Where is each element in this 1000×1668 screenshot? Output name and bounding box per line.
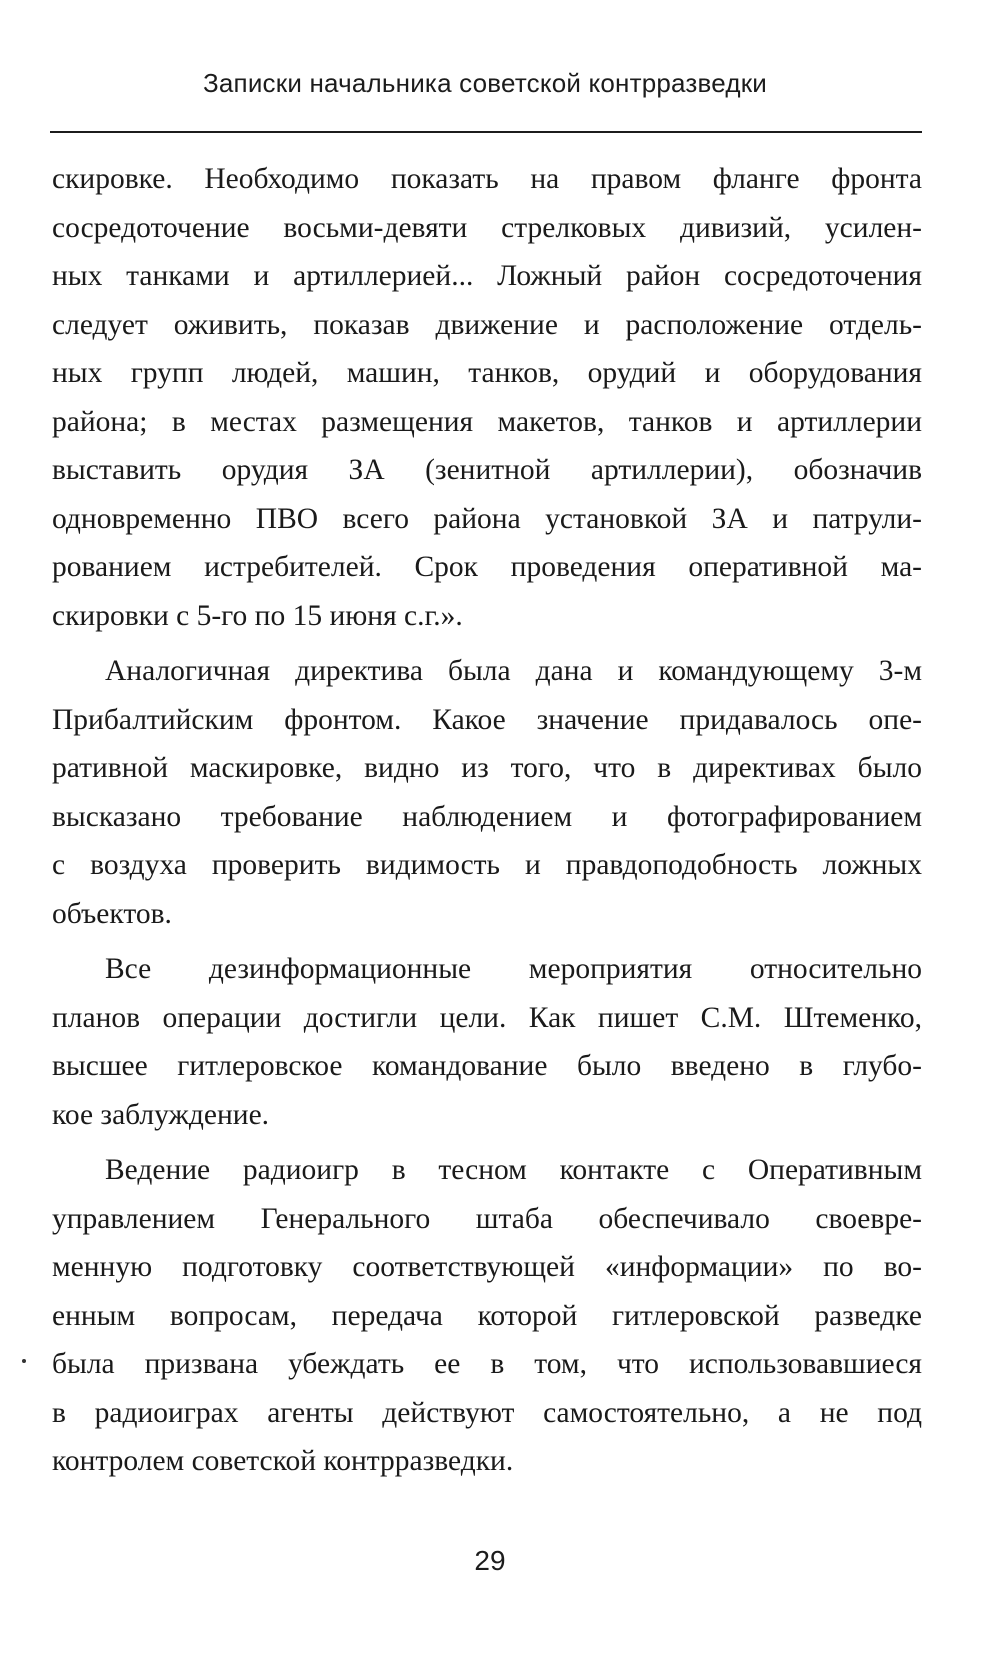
paragraph: [52, 1146, 922, 1486]
text-line: Ведение радиоигр в тесном контакте с Оперативным: [105, 1154, 922, 1186]
text-line: планов операции достигли цели. Как пишет С.М. Штеменко,: [52, 1001, 922, 1034]
text-line: кое заблуждение.: [52, 1098, 270, 1131]
text-line: объектов.: [52, 897, 172, 930]
text-line: ных групп людей, машин, танков, орудий и оборудования: [52, 357, 922, 389]
text-line: одновременно ПВО всего района установкой ЗА и патрули-: [52, 502, 922, 535]
body-text: [52, 155, 922, 1486]
text-line: высказано требование наблюдением и фотографированием: [52, 800, 922, 833]
text-line: сосредоточение восьми-девяти стрелковых дивизий, усилен-: [52, 211, 922, 244]
text-line: в радиоиграх агенты действуют самостоятельно, а не под: [52, 1396, 922, 1429]
text-line: района; в местах размещения макетов, танков и артиллерии: [52, 405, 922, 438]
paragraph-gap: [52, 640, 922, 647]
text-line: ративной маскировке, видно из того, что в директивах было: [52, 752, 922, 784]
print-speck: [22, 1359, 26, 1363]
text-line: ных танками и артиллерией... Ложный район сосредоточения: [52, 260, 922, 292]
paragraph: [52, 945, 922, 1139]
text-line: управлением Генерального штаба обеспечивало своевре-: [52, 1202, 922, 1235]
text-line: Аналогичная директива была дана и командующему 3-м: [105, 655, 922, 687]
paragraph-gap: [52, 1139, 922, 1146]
text-line: была призвана убеждать ее в том, что использовавшиеся: [52, 1348, 922, 1380]
header-rule: [50, 131, 922, 133]
text-line: выставить орудия ЗА (зенитной артиллерии), обозначив: [52, 454, 922, 486]
paragraph-gap: [52, 938, 922, 945]
text-line: Прибалтийским фронтом. Какое значение придавалось опе-: [52, 703, 922, 736]
text-line: скировке. Необходимо показать на правом фланге фронта: [52, 163, 922, 195]
text-line: скировки с 5-го по 15 июня с.г.».: [52, 599, 463, 632]
paragraph: [52, 647, 922, 938]
text-line: енным вопросам, передача которой гитлеровской разведке: [52, 1299, 922, 1332]
text-line: Все дезинформационные мероприятия относительно: [105, 953, 922, 985]
text-line: рованием истребителей. Срок проведения оперативной ма-: [52, 551, 922, 583]
text-line: менную подготовку соответствующей «информации» по во-: [52, 1251, 922, 1283]
text-line: контролем советской контрразведки.: [52, 1445, 514, 1477]
paragraph: [52, 155, 922, 640]
text-line: с воздуха проверить видимость и правдоподобность ложных: [52, 849, 922, 881]
page-number: 29: [474, 1545, 506, 1576]
text-line: высшее гитлеровское командование было введено в глубо-: [52, 1050, 922, 1082]
text-line: следует оживить, показав движение и расположение отдель-: [52, 308, 922, 341]
running-head: Записки начальника советской контрразведки: [202, 68, 767, 98]
